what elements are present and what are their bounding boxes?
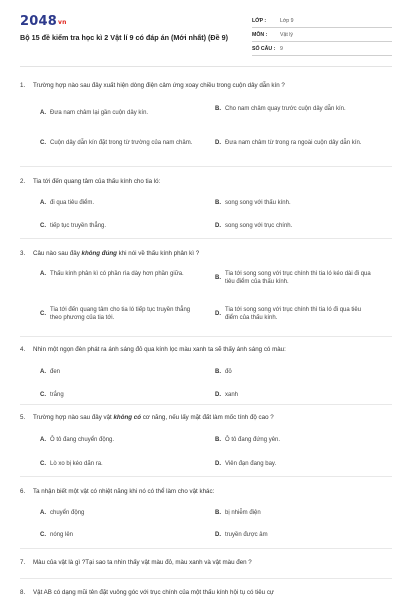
option-letter: B. <box>215 106 221 112</box>
option-letter: D. <box>215 223 221 229</box>
option-text: Đưa nam châm từ trong ra ngoài cuộn dây dẫn kín. <box>225 140 362 146</box>
logo-text: 2048 <box>20 14 57 29</box>
meta-label: MÔN : <box>252 31 268 38</box>
option-6b[interactable] <box>215 509 375 517</box>
question-number: 1. <box>20 82 26 89</box>
option-text: xanh <box>225 392 239 398</box>
option-text: đỏ <box>225 369 232 375</box>
question-divider <box>20 336 392 337</box>
question-text: Trường hợp nào sau đây xuất hiện dòng điện cảm ứng xoay chiều trong cuộn dây dẫn kín ? <box>33 82 285 89</box>
meta-row-count <box>252 42 392 56</box>
question-divider <box>20 238 392 239</box>
site-logo[interactable] <box>20 14 67 29</box>
option-text: đi qua tiêu điểm. <box>50 200 95 206</box>
option-1c[interactable] <box>40 139 200 147</box>
question-8 <box>20 589 392 597</box>
option-letter: C. <box>40 392 46 398</box>
option-4d[interactable] <box>215 391 375 399</box>
option-letter: B. <box>215 275 221 281</box>
option-1a[interactable] <box>40 109 200 117</box>
option-2d[interactable] <box>215 222 375 230</box>
page-header <box>20 14 392 58</box>
option-4c[interactable] <box>40 391 200 399</box>
option-4a[interactable] <box>40 368 200 376</box>
question-number: 3. <box>20 250 26 257</box>
option-6c[interactable] <box>40 531 200 539</box>
question-number: 8. <box>20 589 26 596</box>
question-divider <box>20 166 392 167</box>
option-5c[interactable] <box>40 460 200 468</box>
option-letter: C. <box>40 223 46 229</box>
option-text: Đưa nam châm lại gần cuộn dây kín. <box>50 110 149 116</box>
question-3 <box>20 250 392 258</box>
question-text: Ta nhận biết một vật có nhiệt năng khi nó có thể làm cho vật khác: <box>33 488 215 495</box>
question-number: 5. <box>20 414 26 421</box>
option-text: đen <box>50 369 61 375</box>
option-3a[interactable] <box>40 270 200 278</box>
option-letter: A. <box>40 110 46 116</box>
question-6 <box>20 488 392 496</box>
option-letter: D. <box>215 461 221 467</box>
option-5b[interactable] <box>215 436 375 444</box>
option-text: Tia tới đến quang tâm cho tia ló tiếp tục truyền thẳng theo phương của tia tới. <box>50 307 191 321</box>
option-text: chuyển động <box>50 510 85 516</box>
option-letter: D. <box>215 392 221 398</box>
option-letter: A. <box>40 510 46 516</box>
logo-suffix: vn <box>57 19 67 26</box>
option-6d[interactable] <box>215 531 375 539</box>
option-letter: B. <box>215 369 221 375</box>
option-text: truyền được âm <box>225 532 268 538</box>
meta-value: 9 <box>280 45 283 52</box>
option-letter: D. <box>215 311 221 317</box>
question-text: Tia tới đến quang tâm của thấu kính cho tia ló: <box>33 178 161 185</box>
question-text: Nhìn một ngọn đèn phát ra ánh sáng đỏ qua kính lọc màu xanh ta sẽ thấy ánh sáng có màu: <box>33 346 286 353</box>
question-number: 7. <box>20 559 26 566</box>
option-text: song song với trục chính. <box>225 223 293 229</box>
question-7 <box>20 559 392 567</box>
option-letter: D. <box>215 140 221 146</box>
option-letter: B. <box>215 200 221 206</box>
option-letter: A. <box>40 200 46 206</box>
question-2 <box>20 178 392 186</box>
meta-row-subject <box>252 28 392 42</box>
meta-value: Lớp 9 <box>280 17 294 24</box>
header-divider <box>20 66 392 67</box>
question-divider <box>20 476 392 477</box>
option-6a[interactable] <box>40 509 200 517</box>
option-2c[interactable] <box>40 222 200 230</box>
option-text: tiếp tục truyền thẳng. <box>50 223 107 229</box>
option-letter: C. <box>40 140 46 146</box>
option-letter: C. <box>40 311 46 317</box>
question-text: Câu nào sau đây không đúng khi nói về thấu kính phân kì ? <box>33 250 200 257</box>
option-3b[interactable] <box>215 270 375 286</box>
option-letter: D. <box>215 532 221 538</box>
option-letter: A. <box>40 271 46 277</box>
option-text: Cho nam châm quay trước cuộn dây dẫn kín. <box>225 106 346 112</box>
option-3c[interactable] <box>40 306 200 322</box>
option-1d[interactable] <box>215 139 375 147</box>
question-number: 2. <box>20 178 26 185</box>
option-text: Ô tô đang đứng yên. <box>225 437 281 443</box>
option-text: Lò xo bị kéo dãn ra. <box>50 461 103 467</box>
option-letter: A. <box>40 437 46 443</box>
option-5d[interactable] <box>215 460 375 468</box>
option-letter: B. <box>215 510 221 516</box>
question-number: 6. <box>20 488 26 495</box>
meta-label: SỐ CÂU : <box>252 45 276 52</box>
question-5 <box>20 414 392 422</box>
option-5a[interactable] <box>40 436 200 444</box>
option-text: Tia tới song song với trục chính thì tia ló kéo dài đi qua tiêu điểm của thấu kính. <box>225 271 371 285</box>
meta-table <box>252 14 392 56</box>
option-text: song song với thấu kính. <box>225 200 291 206</box>
option-text: Cuộn dây dẫn kín đặt trong từ trường của nam châm. <box>50 140 193 146</box>
question-text: Trường hợp nào sau đây vật không có cơ năng, nếu lấy mặt đất làm mốc tính độ cao ? <box>33 414 274 421</box>
option-text: Ô tô đang chuyển động. <box>50 437 115 443</box>
option-text: nóng lên <box>50 532 74 538</box>
question-emphasis: không có <box>113 414 141 421</box>
question-number: 4. <box>20 346 26 353</box>
option-text: trắng <box>50 392 64 398</box>
question-text: Vật AB có dạng mũi tên đặt vuông góc với trục chính của một thấu kính hội tụ có tiêu cự <box>33 589 275 596</box>
question-4 <box>20 346 392 354</box>
option-text: Thấu kính phân kì có phần rìa dày hơn phần giữa. <box>50 271 184 277</box>
option-text: Tia tới song song với trục chính thì tia ló đi qua tiêu điểm của thấu kính. <box>225 307 362 321</box>
question-1 <box>20 82 392 90</box>
meta-value: Vật lý <box>280 31 293 38</box>
meta-label: LỚP : <box>252 17 267 24</box>
option-letter: C. <box>40 532 46 538</box>
option-3d[interactable] <box>215 306 375 322</box>
option-letter: A. <box>40 369 46 375</box>
question-divider <box>20 404 392 405</box>
question-emphasis: không đúng <box>81 250 117 257</box>
option-text: bị nhiễm điện <box>225 510 261 516</box>
question-divider <box>20 578 392 579</box>
option-letter: B. <box>215 437 221 443</box>
document-title: Bộ 15 đề kiểm tra học kì 2 Vật lí 9 có đáp án (Mới nhất) (Đề 9) <box>20 33 229 42</box>
meta-row-class <box>252 14 392 28</box>
option-letter: C. <box>40 461 46 467</box>
option-2a[interactable] <box>40 199 200 207</box>
question-text: Màu của vật là gì ?Tại sao ta nhìn thấy vật màu đỏ, màu xanh và vật màu đen ? <box>33 559 252 566</box>
option-4b[interactable] <box>215 368 375 376</box>
option-1b[interactable] <box>215 105 375 113</box>
question-divider <box>20 548 392 549</box>
option-2b[interactable] <box>215 199 375 207</box>
option-text: Viên đạn đang bay. <box>225 461 277 467</box>
